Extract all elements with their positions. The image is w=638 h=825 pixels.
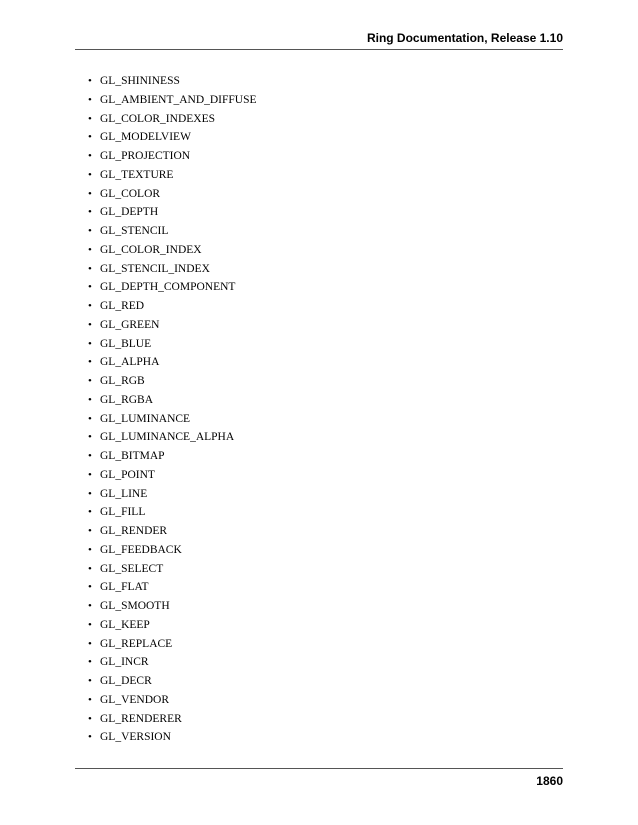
list-item xyxy=(88,72,257,91)
bullet-icon: • xyxy=(88,581,92,594)
list-item-text: GL_COLOR_INDEXES xyxy=(100,112,215,125)
bullet-icon: • xyxy=(88,731,92,744)
list-item xyxy=(88,710,257,729)
list-item-text: GL_LUMINANCE_ALPHA xyxy=(100,431,235,444)
list-item-text: GL_VERSION xyxy=(100,731,171,744)
bullet-icon: • xyxy=(88,656,92,669)
list-item xyxy=(88,691,257,710)
list-item-text: GL_REPLACE xyxy=(100,637,173,650)
list-item-text: GL_COLOR_INDEX xyxy=(100,243,202,256)
list-item-text: GL_RENDER xyxy=(100,525,168,537)
gl-constant-list xyxy=(88,72,257,747)
list-item xyxy=(88,410,257,429)
bullet-icon: • xyxy=(88,468,92,481)
bullet-icon: • xyxy=(88,637,92,650)
bullet-icon: • xyxy=(88,393,92,406)
list-item xyxy=(88,503,257,522)
list-item-text: GL_STENCIL xyxy=(100,225,169,237)
list-item xyxy=(88,522,257,541)
list-item-text: GL_RGB xyxy=(100,375,145,387)
bullet-icon: • xyxy=(88,281,92,294)
bullet-icon: • xyxy=(88,375,92,387)
list-item-text: GL_RENDERER xyxy=(100,712,182,725)
bullet-icon: • xyxy=(88,168,92,181)
list-item-text: GL_GREEN xyxy=(100,318,160,331)
list-item-text: GL_BLUE xyxy=(100,337,152,350)
bullet-icon: • xyxy=(88,487,92,500)
list-item xyxy=(88,616,257,635)
list-item xyxy=(88,353,257,372)
list-item xyxy=(88,447,257,466)
list-item-text: GL_INCR xyxy=(100,656,149,669)
bullet-icon: • xyxy=(88,337,92,350)
bullet-icon: • xyxy=(88,93,92,106)
list-item-text: GL_BITMAP xyxy=(100,450,165,462)
list-item-text: GL_KEEP xyxy=(100,618,150,631)
list-item-text: GL_LINE xyxy=(100,487,148,500)
bullet-icon: • xyxy=(88,431,92,444)
list-item xyxy=(88,166,257,185)
page-header-title: Ring Documentation, Release 1.10 xyxy=(366,31,563,45)
list-item xyxy=(88,297,257,316)
list-item xyxy=(88,578,257,597)
bullet-icon: • xyxy=(88,543,92,556)
list-item xyxy=(88,391,257,410)
list-item-text: GL_FLAT xyxy=(100,581,149,594)
list-item xyxy=(88,485,257,504)
list-item-text: GL_POINT xyxy=(100,468,155,481)
list-item xyxy=(88,335,257,354)
bullet-icon: • xyxy=(88,450,92,462)
list-item xyxy=(88,110,257,129)
list-item-text: GL_MODELVIEW xyxy=(100,131,191,144)
bullet-icon: • xyxy=(88,562,92,575)
list-item xyxy=(88,260,257,279)
list-item-text: GL_TEXTURE xyxy=(100,168,174,181)
bullet-icon: • xyxy=(88,75,92,87)
list-item xyxy=(88,728,257,747)
list-item-text: GL_RED xyxy=(100,300,145,312)
bullet-icon: • xyxy=(88,675,92,687)
list-item-text: GL_DEPTH_COMPONENT xyxy=(100,281,236,294)
list-item-text: GL_SELECT xyxy=(100,562,164,575)
bullet-icon: • xyxy=(88,262,92,275)
list-item-text: GL_AMBIENT_AND_DIFFUSE xyxy=(100,93,257,106)
list-item xyxy=(88,316,257,335)
bullet-icon: • xyxy=(88,506,92,519)
bullet-icon: • xyxy=(88,300,92,312)
list-item-text: GL_PROJECTION xyxy=(100,150,191,162)
bullet-icon: • xyxy=(88,600,92,612)
bullet-icon: • xyxy=(88,412,92,425)
bullet-icon: • xyxy=(88,206,92,219)
bullet-icon: • xyxy=(88,243,92,256)
bullet-icon: • xyxy=(88,525,92,537)
list-item-text: GL_STENCIL_INDEX xyxy=(100,262,210,275)
page-number: 1860 xyxy=(536,774,563,788)
list-item-text: GL_DECR xyxy=(100,675,152,687)
list-item xyxy=(88,560,257,579)
list-item xyxy=(88,597,257,616)
list-item xyxy=(88,147,257,166)
bullet-icon: • xyxy=(88,131,92,144)
list-item-text: GL_LUMINANCE xyxy=(100,412,191,425)
bullet-icon: • xyxy=(88,318,92,331)
list-item-text: GL_RGBA xyxy=(100,393,154,406)
list-item xyxy=(88,222,257,241)
list-item xyxy=(88,466,257,485)
list-item-text: GL_FILL xyxy=(100,506,146,519)
bullet-icon: • xyxy=(88,712,92,725)
list-item xyxy=(88,372,257,391)
bullet-icon: • xyxy=(88,150,92,162)
list-item-text: GL_SHININESS xyxy=(100,75,180,87)
list-item xyxy=(88,635,257,654)
bullet-icon: • xyxy=(88,225,92,237)
list-item xyxy=(88,428,257,447)
footer-rule xyxy=(75,768,563,769)
bullet-icon: • xyxy=(88,112,92,125)
list-item xyxy=(88,128,257,147)
bullet-icon: • xyxy=(88,618,92,631)
list-item-text: GL_COLOR xyxy=(100,187,161,200)
list-item xyxy=(88,541,257,560)
list-item-text: GL_DEPTH xyxy=(100,206,159,219)
header-rule xyxy=(75,49,563,50)
list-item xyxy=(88,91,257,110)
list-item xyxy=(88,672,257,691)
list-item xyxy=(88,278,257,297)
list-item-text: GL_VENDOR xyxy=(100,693,169,706)
bullet-icon: • xyxy=(88,187,92,200)
list-item-text: GL_FEEDBACK xyxy=(100,543,182,556)
list-item-text: GL_ALPHA xyxy=(100,356,160,369)
bullet-icon: • xyxy=(88,356,92,369)
bullet-icon: • xyxy=(88,693,92,706)
list-item-text: GL_SMOOTH xyxy=(100,600,170,612)
list-item xyxy=(88,241,257,260)
list-item xyxy=(88,203,257,222)
list-item xyxy=(88,185,257,204)
list-item xyxy=(88,653,257,672)
